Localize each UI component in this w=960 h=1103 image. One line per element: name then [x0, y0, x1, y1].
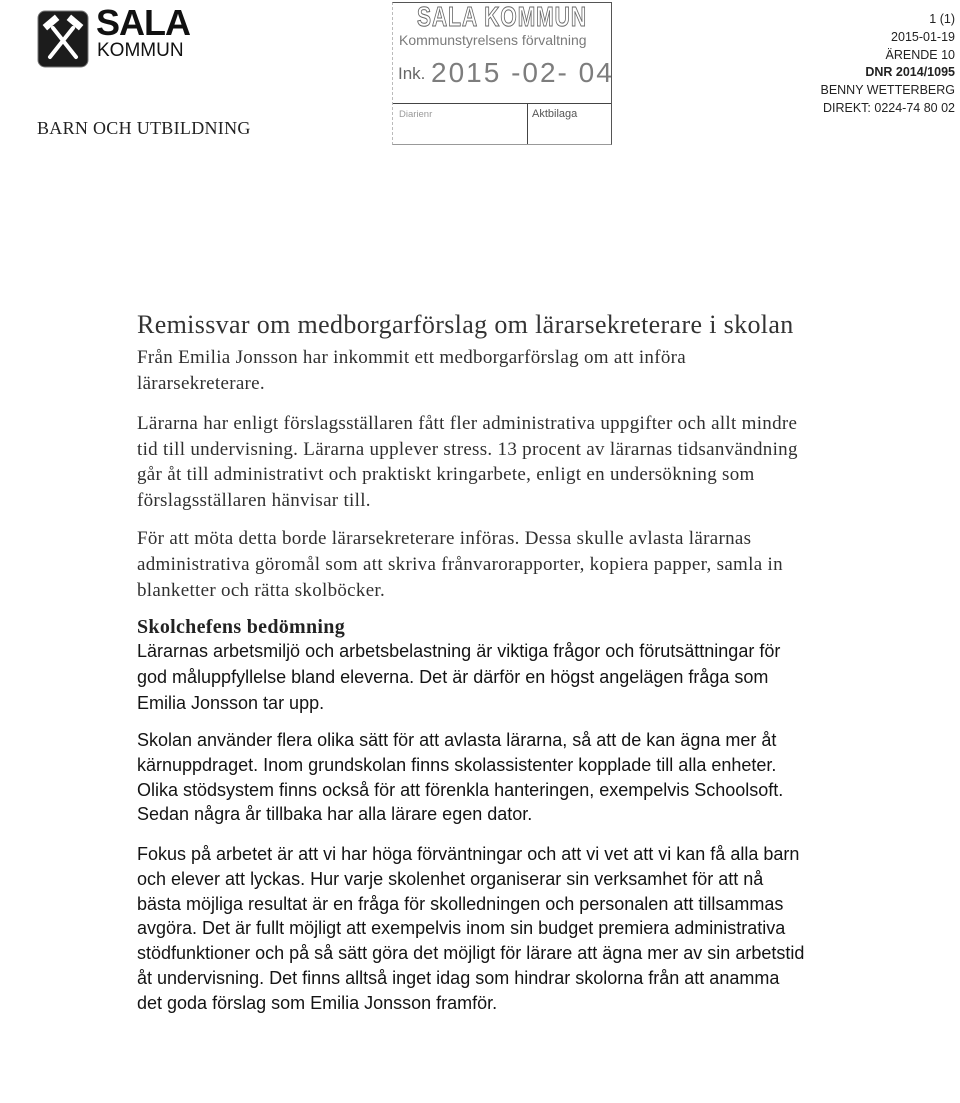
- page-number: 1 (1): [929, 12, 955, 26]
- paragraph: [137, 411, 798, 513]
- document-title: Remissvar om medborgarförslag om lärarsekreterare i skolan: [137, 310, 794, 339]
- paragraph-line: administrativa göromål som att skriva frånvarorapporter, kopiera papper, samla in: [137, 554, 783, 575]
- stamp-title: SALA KOMMUN: [416, 2, 588, 33]
- paragraph-line: god måluppfyllelse bland eleverna. Det är därför en högst angelägen fråga som: [137, 667, 769, 687]
- case-number: ÄRENDE 10: [885, 47, 955, 62]
- direct-phone: DIREKT: 0224-74 80 02: [822, 100, 955, 115]
- paragraph-line: blanketter och rätta skolböcker.: [137, 580, 386, 601]
- document-meta: [820, 11, 955, 118]
- paragraph-line: tid till undervisning. Lärarna upplever stress. 13 procent av lärarnas tidsanvändning: [137, 438, 798, 460]
- paragraph: [137, 638, 780, 716]
- paragraph: [137, 728, 783, 827]
- received-stamp: [392, 2, 612, 145]
- stamp-subtitle: Kommunstyrelsens förvaltning: [399, 32, 587, 48]
- paragraph-line: Skolan använder flera olika sätt för att avlasta lärarna, så att de kan ägna mer åt: [137, 730, 777, 750]
- logo-name: SALA: [96, 2, 190, 43]
- paragraph-line: kärnuppdraget. Inom grundskolan finns skolassistenter kopplade till alla enheter.: [137, 754, 777, 775]
- paragraph-line: går åt till administrativt och praktiskt kringarbete, enligt en undersökning som: [137, 464, 755, 485]
- paragraph: [137, 345, 686, 397]
- stamp-received-label: Ink.: [398, 64, 426, 83]
- stamp-received-date: 2015 -02- 04: [431, 57, 614, 88]
- paragraph-line: Från Emilia Jonsson har inkommit ett medborgarförslag om att införa: [137, 347, 687, 368]
- paragraph-line: stödfunktioner och på så sätt göra det möjligt för lärare att ägna mer av sin arbetstid: [137, 943, 805, 964]
- paragraph: [137, 842, 804, 1016]
- crossed-hammers-icon: [37, 10, 89, 68]
- stamp-vertical-divider: [527, 104, 528, 144]
- paragraph-line: Lärarnas arbetsmiljö och arbetsbelastning är viktiga frågor och förutsättningar för: [137, 641, 781, 661]
- paragraph-line: och elever att lyckas. Hur varje skolenhet organiserar sin verksamhet för att nå: [137, 868, 764, 889]
- paragraph-line: Fokus på arbetet är att vi har höga förväntningar och att vi vet att vi kan få alla barn: [137, 844, 800, 864]
- paragraph-line: Emilia Jonsson tar upp.: [137, 693, 325, 713]
- stamp-divider: [393, 103, 611, 104]
- paragraph-line: bästa möjliga resultat är en fråga för skolledningen och personalen att tillsammas: [137, 893, 784, 914]
- section-heading: Skolchefens bedömning: [137, 616, 346, 638]
- paragraph-line: förslagsställaren hänvisar till.: [137, 489, 371, 511]
- stamp-attachment-label: Aktbilaga: [532, 108, 578, 120]
- paragraph-line: åt undervisning. Det finns alltså inget idag som hindrar skolorna från att anamma: [137, 967, 780, 988]
- paragraph-line: det goda förslag som Emilia Jonsson framför.: [137, 992, 498, 1013]
- paragraph-line: avgöra. Det är fullt möjligt att exempelvis inom sin budget premiera administrativa: [137, 918, 786, 939]
- registration-number: DNR 2014/1095: [865, 65, 955, 80]
- officer-name: BENNY WETTERBERG: [820, 83, 955, 98]
- paragraph-line: Sedan några år tillbaka har alla lärare egen dator.: [137, 804, 533, 825]
- paragraph-line: lärarsekreterare.: [137, 373, 265, 394]
- department-name: BARN OCH UTBILDNING: [37, 118, 251, 138]
- document-date: 2015-01-19: [891, 29, 955, 44]
- logo-subtitle: KOMMUN: [97, 40, 184, 61]
- paragraph-line: Lärarna har enligt förslagsställaren fått fler administrativa uppgifter och allt mindre: [137, 413, 798, 434]
- paragraph-line: För att möta detta borde lärarsekreterare införas. Dessa skulle avlasta lärarnas: [137, 528, 752, 549]
- paragraph-line: Olika stödsystem finns också för att förenkla hanteringen, exempelvis Schoolsoft.: [137, 779, 784, 800]
- paragraph: [137, 526, 783, 604]
- stamp-diary-label: Diarienr: [399, 109, 433, 120]
